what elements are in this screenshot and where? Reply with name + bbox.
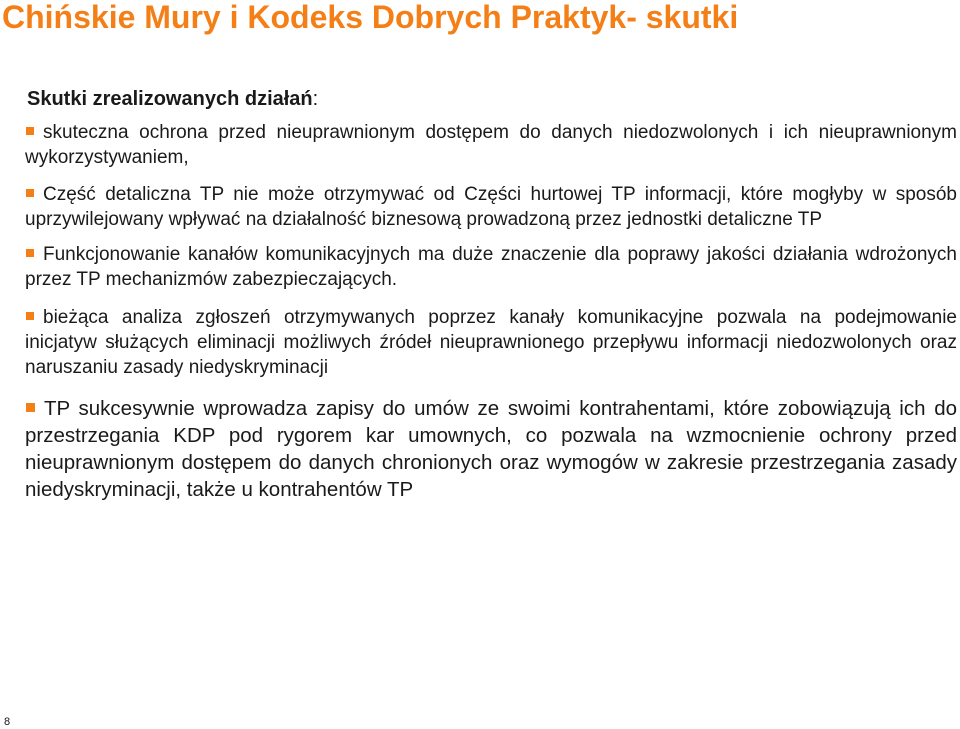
bullet-item — [25, 182, 957, 232]
bullet-text: Część detaliczna TP nie może otrzymywać od Części hurtowej TP informacji, które mogłyby w sposób uprzywilejowany wpływać na działalność biznesową prowadzoną przez jednostki detaliczne TP — [25, 184, 957, 230]
bullet-item — [25, 242, 957, 292]
bullet-square-icon — [26, 189, 34, 197]
bullet-list — [25, 120, 957, 503]
section-heading-colon: : — [312, 88, 319, 110]
bullet-text: skuteczna ochrona przed nieuprawnionym dostępem do danych niedozwolonych i ich nieuprawnionym wykorzystywaniem, — [25, 122, 957, 168]
bullet-text: bieżąca analiza zgłoszeń otrzymywanych poprzez kanały komunikacyjne pozwala na podejmowanie inicjatyw służących eliminacji możliwych źródeł nieuprawnionego przepływu informacji niedozwolonych oraz naruszaniu zasady niedyskryminacji — [25, 307, 957, 378]
bullet-square-icon — [26, 312, 34, 320]
bullet-text: TP sukcesywnie wprowadza zapisy do umów ze swoimi kontrahentami, które zobowiązują ich do przestrzegania KDP pod rygorem kar umownych, co pozwala na wzmocnienie ochrony przed nieuprawnionym dostępem do danych chronionych oraz wymogów w zakresie przestrzegania zasady niedyskryminacji, także u kontrahentów TP — [25, 397, 957, 501]
bullet-item — [25, 395, 957, 503]
slide-title: Chińskie Mury i Kodeks Dobrych Praktyk- skutki — [2, 0, 739, 35]
bullet-item — [25, 305, 957, 380]
bullet-item — [25, 120, 957, 170]
bullet-square-icon — [26, 249, 34, 257]
section-heading — [27, 86, 318, 112]
bullet-text: Funkcjonowanie kanałów komunikacyjnych ma duże znaczenie dla poprawy jakości działania wdrożonych przez TP mechanizmów zabezpieczających. — [25, 244, 957, 290]
section-heading-text: Skutki zrealizowanych działań — [27, 88, 313, 110]
bullet-square-icon — [26, 403, 35, 412]
bullet-square-icon — [26, 127, 34, 135]
page-number: 8 — [4, 716, 11, 728]
